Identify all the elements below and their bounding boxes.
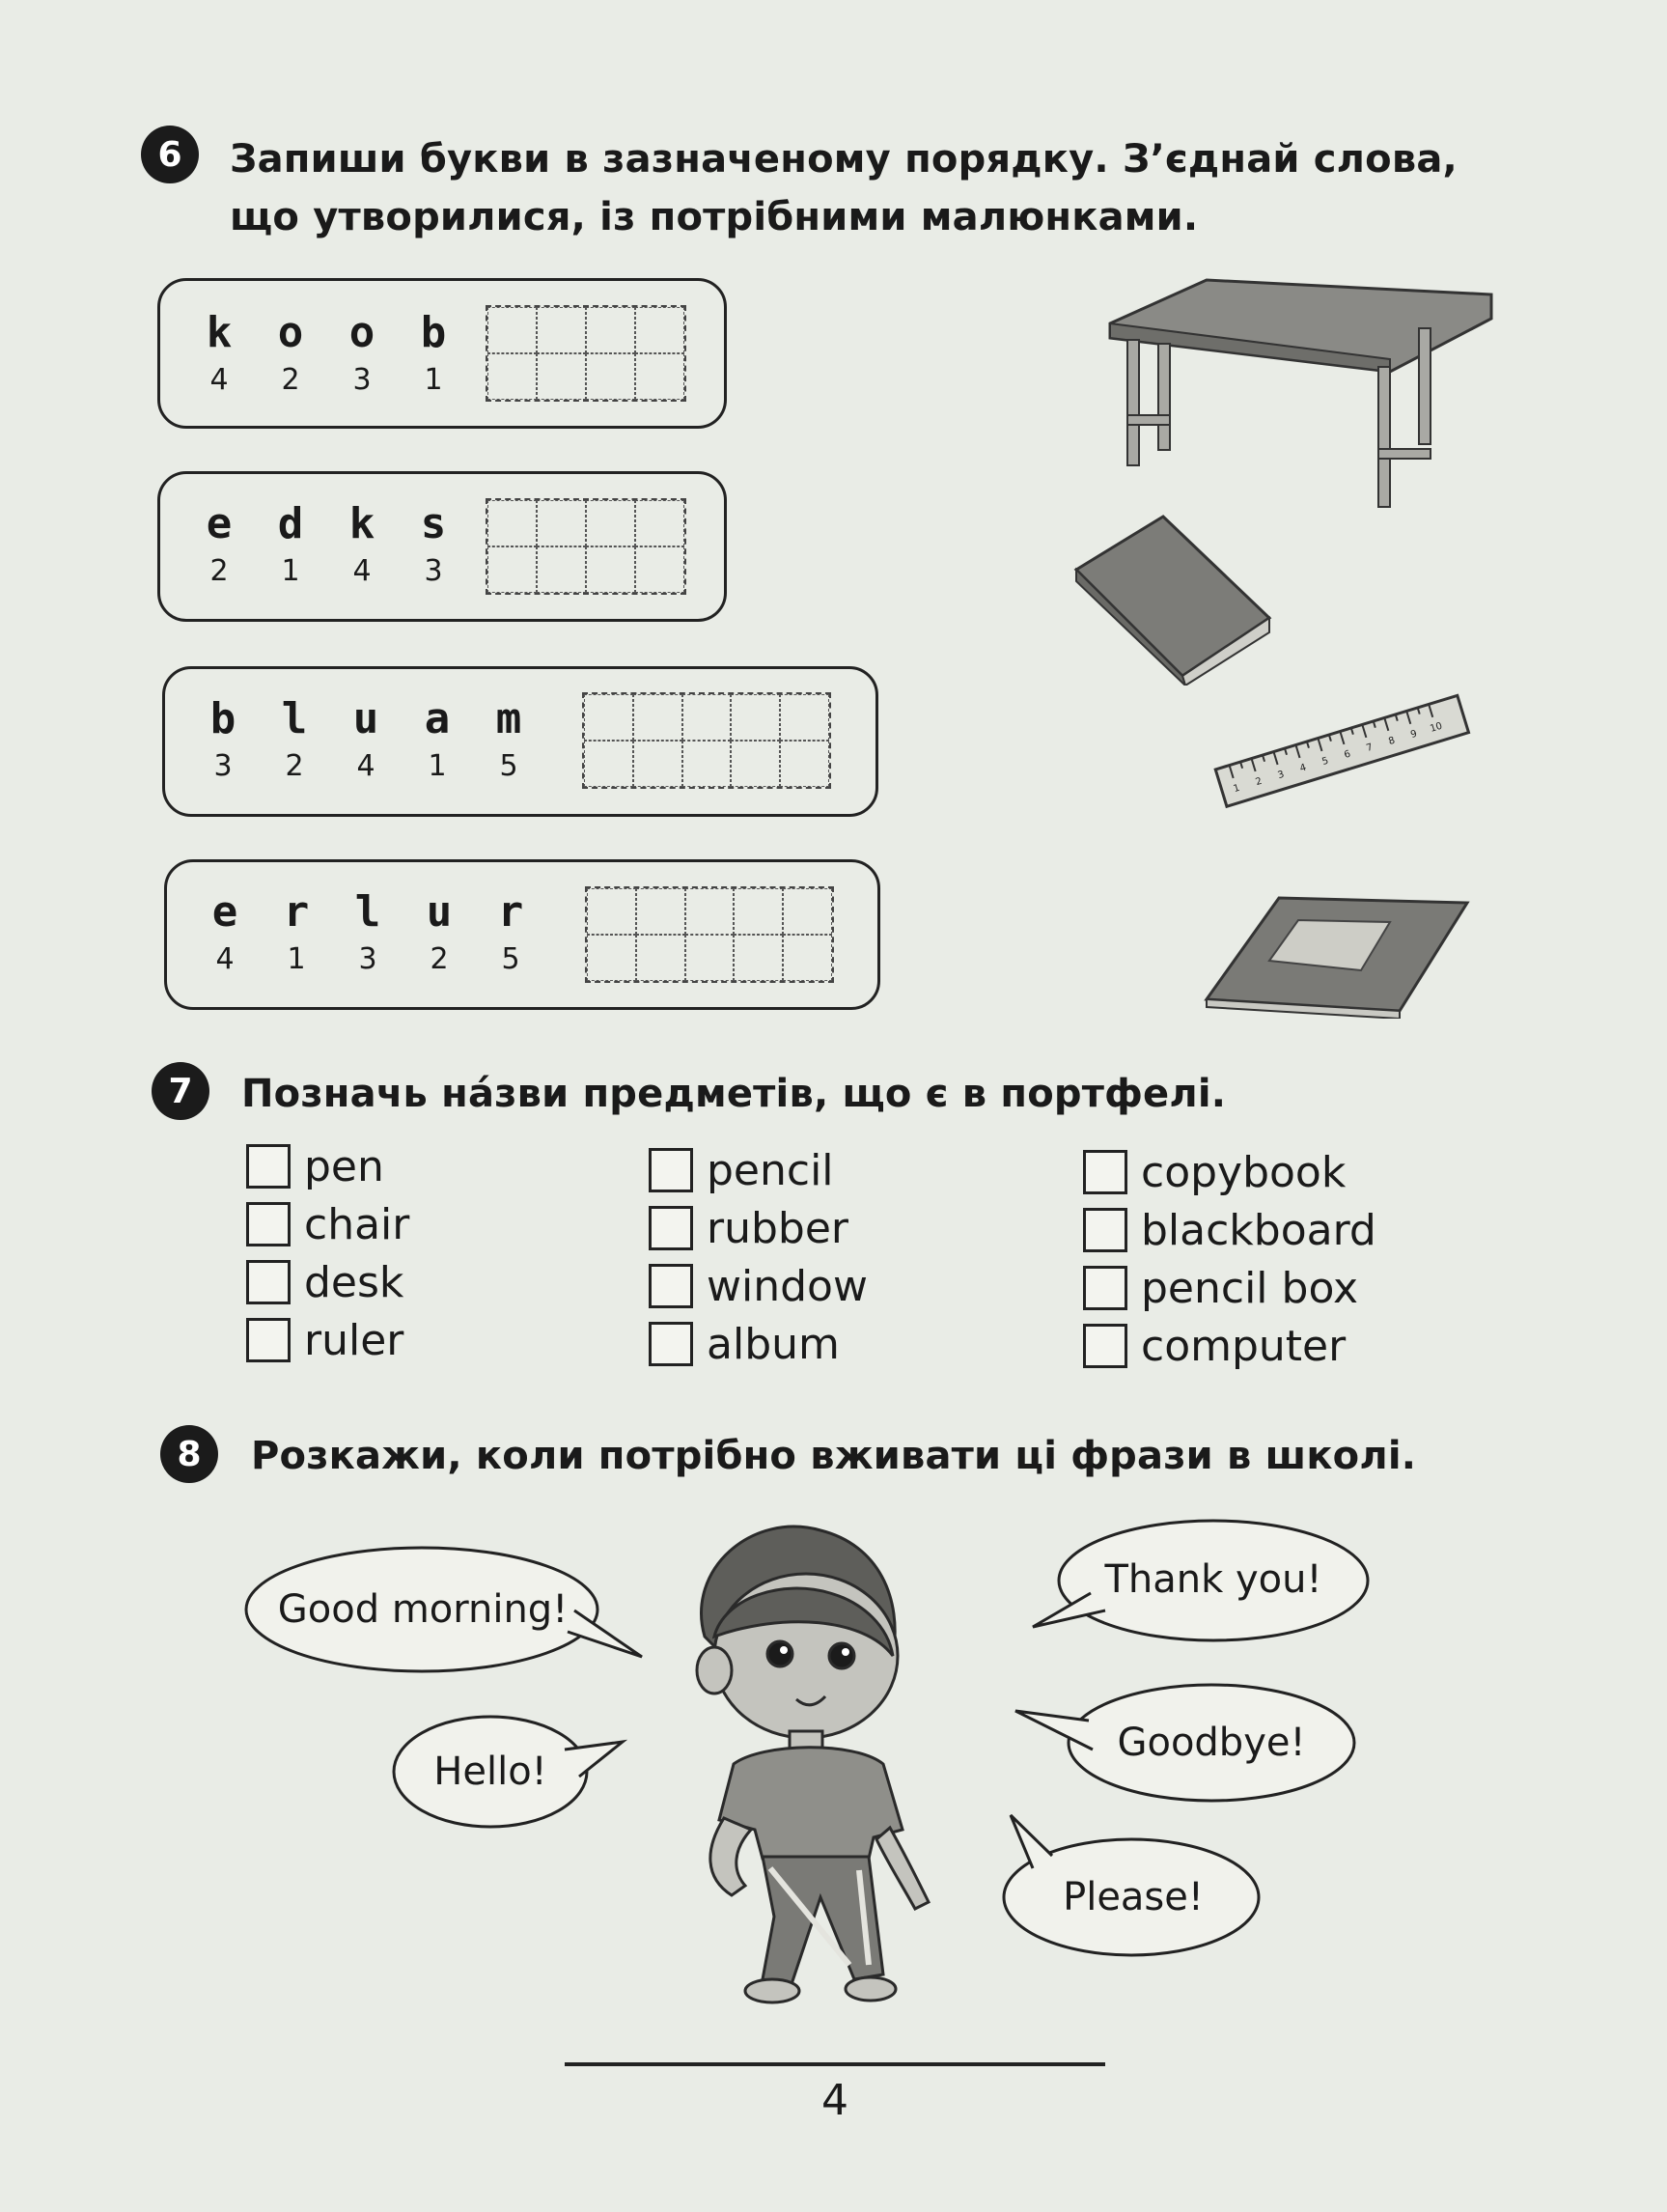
- checklist-label: rubber: [707, 1203, 848, 1253]
- order-number: 3: [358, 942, 377, 976]
- checklist-item[interactable]: [246, 1195, 409, 1253]
- checklist-label: window: [707, 1261, 868, 1311]
- letter: e: [211, 887, 238, 937]
- letter: k: [348, 499, 375, 548]
- book-picture[interactable]: [1071, 512, 1284, 686]
- order-number: 2: [209, 554, 229, 588]
- ruler-number: 1: [1232, 782, 1241, 796]
- phrase-hello: Hello!: [433, 1750, 547, 1794]
- album-picture[interactable]: [1202, 893, 1472, 1019]
- order-number: 3: [213, 749, 233, 783]
- answer-grid-1[interactable]: [486, 305, 686, 402]
- desk-picture[interactable]: [1100, 270, 1506, 521]
- order-number: 1: [428, 749, 447, 783]
- checkbox[interactable]: [246, 1202, 291, 1246]
- letter: a: [424, 694, 451, 743]
- letter: b: [420, 308, 447, 357]
- puzzle-4-letters: [189, 886, 546, 981]
- order-number: 3: [352, 363, 372, 397]
- order-number: 1: [287, 942, 306, 976]
- order-number: 5: [499, 749, 518, 783]
- checkbox[interactable]: [246, 1144, 291, 1189]
- ruler-number: 9: [1409, 728, 1419, 741]
- order-number: 1: [424, 363, 443, 397]
- checklist-label: copybook: [1141, 1147, 1347, 1197]
- puzzle-1-letters: [183, 307, 469, 402]
- checkbox[interactable]: [649, 1206, 693, 1250]
- checklist-item[interactable]: [1083, 1259, 1376, 1317]
- checkbox[interactable]: [246, 1318, 291, 1362]
- order-number: 4: [209, 363, 229, 397]
- ruler-number: 2: [1254, 775, 1264, 789]
- boy-illustration: [666, 1511, 975, 2023]
- order-number: 2: [430, 942, 449, 976]
- checklist-item[interactable]: [649, 1257, 868, 1315]
- ruler-picture[interactable]: [1211, 686, 1472, 821]
- checkbox[interactable]: [246, 1260, 291, 1304]
- letter: r: [283, 887, 310, 937]
- order-number: 3: [424, 554, 443, 588]
- checkbox[interactable]: [1083, 1266, 1127, 1310]
- letter: o: [348, 308, 375, 357]
- task-6-title-line2: що утворилися, із потрібними малюнками.: [230, 195, 1199, 239]
- answer-grid-4[interactable]: [585, 886, 834, 983]
- letter: b: [209, 694, 236, 743]
- task-8-title: Розкажи, коли потрібно вживати ці фрази в школі.: [251, 1434, 1417, 1478]
- phrase-good-morning: Good morning!: [277, 1587, 569, 1632]
- puzzle-2-letters: [183, 498, 469, 593]
- checklist-column-1: [246, 1137, 409, 1369]
- checklist-item[interactable]: [246, 1311, 409, 1369]
- checklist-label: blackboard: [1141, 1205, 1376, 1255]
- checklist-label: ruler: [304, 1315, 404, 1365]
- puzzle-3-letters: [187, 693, 544, 788]
- order-number: 5: [501, 942, 520, 976]
- order-number: 2: [285, 749, 304, 783]
- ruler-number: 8: [1387, 735, 1397, 747]
- letter: d: [277, 499, 304, 548]
- checkbox[interactable]: [1083, 1324, 1127, 1368]
- order-number: 1: [281, 554, 300, 588]
- phrase-goodbye: Goodbye!: [1117, 1721, 1306, 1765]
- letter: r: [497, 887, 524, 937]
- checklist-label: desk: [304, 1257, 404, 1307]
- checklist-label: computer: [1141, 1321, 1347, 1371]
- order-number: 4: [356, 749, 375, 783]
- task-7-title: Позначь на́зви предметів, що є в портфелі.: [241, 1072, 1227, 1116]
- task-8-number: 8: [160, 1425, 218, 1483]
- checklist-item[interactable]: [649, 1315, 868, 1373]
- checkbox[interactable]: [649, 1148, 693, 1192]
- checklist-item[interactable]: [649, 1199, 868, 1257]
- ruler-number: 5: [1320, 755, 1330, 769]
- page-number: 4: [821, 2076, 848, 2125]
- task-6-number: 6: [141, 126, 199, 183]
- ruler-number: 7: [1365, 742, 1375, 755]
- letter: l: [281, 694, 308, 743]
- ruler-number: 6: [1343, 748, 1352, 762]
- letter: m: [495, 694, 522, 743]
- letter: u: [426, 887, 453, 937]
- letter: k: [206, 308, 233, 357]
- checkbox[interactable]: [1083, 1208, 1127, 1252]
- order-number: 4: [352, 554, 372, 588]
- letter: s: [420, 499, 447, 548]
- checklist-label: pen: [304, 1141, 384, 1191]
- checkbox[interactable]: [1083, 1150, 1127, 1194]
- order-number: 2: [281, 363, 300, 397]
- checklist-item[interactable]: [246, 1137, 409, 1195]
- checklist-label: album: [707, 1319, 840, 1369]
- ruler-number: 10: [1429, 720, 1444, 735]
- checklist-item[interactable]: [1083, 1201, 1376, 1259]
- letter: l: [354, 887, 381, 937]
- phrase-please: Please!: [1063, 1875, 1204, 1919]
- order-number: 4: [215, 942, 235, 976]
- checklist-item[interactable]: [246, 1253, 409, 1311]
- letter: u: [352, 694, 379, 743]
- letter: o: [277, 308, 304, 357]
- letter: e: [206, 499, 233, 548]
- checkbox[interactable]: [649, 1264, 693, 1308]
- checklist-column-3: [1083, 1143, 1376, 1375]
- task-6-title-line1: Запиши букви в зазначеному порядку. З’єднай слова,: [230, 137, 1458, 182]
- footer-divider: [565, 2062, 1105, 2066]
- phrase-thank-you: Thank you!: [1104, 1557, 1322, 1602]
- checklist-label: chair: [304, 1199, 410, 1249]
- answer-grid-2[interactable]: [486, 498, 686, 595]
- checklist-item[interactable]: [1083, 1143, 1376, 1201]
- ruler-number: 3: [1276, 769, 1286, 782]
- task-7-number: 7: [152, 1062, 209, 1120]
- checkbox[interactable]: [649, 1322, 693, 1366]
- answer-grid-3[interactable]: [582, 692, 831, 789]
- checklist-item[interactable]: [649, 1141, 868, 1199]
- checklist-label: pencil box: [1141, 1263, 1359, 1313]
- ruler-number: 4: [1298, 762, 1308, 775]
- checklist-column-2: [649, 1141, 868, 1373]
- checklist-item[interactable]: [1083, 1317, 1376, 1375]
- checklist-label: pencil: [707, 1145, 834, 1195]
